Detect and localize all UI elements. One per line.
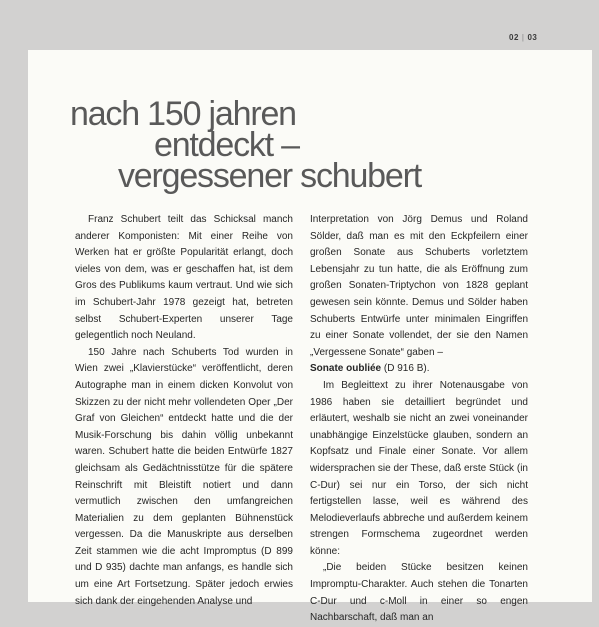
- right-paragraph-1-catalog: (D 916 B).: [383, 363, 430, 375]
- right-column: [310, 212, 528, 627]
- headline-line-3: vergessener schubert: [118, 157, 421, 195]
- right-paragraph-3: „Die beiden Stücke besitzen keinen Impromptu-Charakter. Auch stehen die Tonarten C-Dur und c-Moll in einer so engen Nachbarschaft, daß man an: [310, 562, 528, 624]
- page-number: [509, 33, 537, 42]
- left-paragraph-1: Franz Schubert teilt das Schicksal manch anderer Komponisten: Mit einer Reihe von Werken hat er größte Popularität erlangt, doch vieles von dem, was er geschaffen hat, ist dem Gros des Publikums kaum vertraut. Und wie sich im Schubert-Jahr 1978 gezeigt hat, betreten selbst Schubert-Experten unserer Tage gelegentlich noch Neuland.: [75, 214, 293, 342]
- article-sheet: [28, 50, 592, 624]
- headline-line-2: entdeckt –: [154, 126, 299, 164]
- page-number-left: 02: [509, 33, 519, 42]
- headline-line-1: nach 150 jahren: [70, 95, 296, 133]
- page-number-separator: |: [521, 33, 525, 42]
- right-paragraph-1: [310, 212, 528, 378]
- left-paragraph-2: 150 Jahre nach Schuberts Tod wurden in Wien zwei „Klavierstücke“ veröffentlicht, deren Autographe man in einem dicken Konvolut von Skizzen zu der nicht mehr vollendeten Oper „Der Graf von Gleichen“ entdeckt hatte und die der Musik-Forschung bis dahin völlig unbekannt waren. Schubert hatte die beiden Entwürfe 1827 gleichsam als Gedächtnisstütze für die spätere Reinschrift mit Bleistift notiert und dann vermutlich zwischen den umfangreichen Materialien zu dem geplanten Bühnenstück vergessen. Da die Manuskripte aus derselben Zeit stammen wie die acht Impromptus (D 899 und D 935) dachte man anfangs, es handle sich um eine Art Fortsetzung. Später jedoch erwies sich dank der eingehenden Analyse und: [75, 346, 293, 607]
- page-number-right: 03: [527, 33, 538, 42]
- right-paragraph-2: Im Begleittext zu ihrer Notenausgabe von 1986 haben sie detailliert begründet und erläutert, weshalb sie nicht an zwei voneinander unabhängige Einzelstücke glauben, sondern an Kopfsatz und Finale einer Sonate. Vor allem widersprachen sie der These, daß erste Stück (in C-Dur) sei nur ein Torso, der sich nicht fertigstellen lasse, weil es während des Melodieverlaufs abbreche und außerdem keinem strengen Formschema zugeordnet werden könne:: [310, 379, 528, 557]
- sonate-title: Sonate oubliée: [310, 363, 382, 375]
- right-paragraph-1-text: Interpretation von Jörg Demus und Roland Sölder, daß man es mit den Eckpfeilern einer großen Sonate aus Schuberts vorletztem Lebensjahr zu tun hatte, die als Eröffnung zum großen Sonaten-Triptychon von 1828 geplant gewesen sein könnte. Demus und Sölder haben Schuberts Entwürfe unter minimalen Eingriffen zu einer Sonate vollendet, der sie den Namen „Vergessene Sonate“ gaben –: [310, 214, 528, 358]
- left-column: [75, 212, 293, 610]
